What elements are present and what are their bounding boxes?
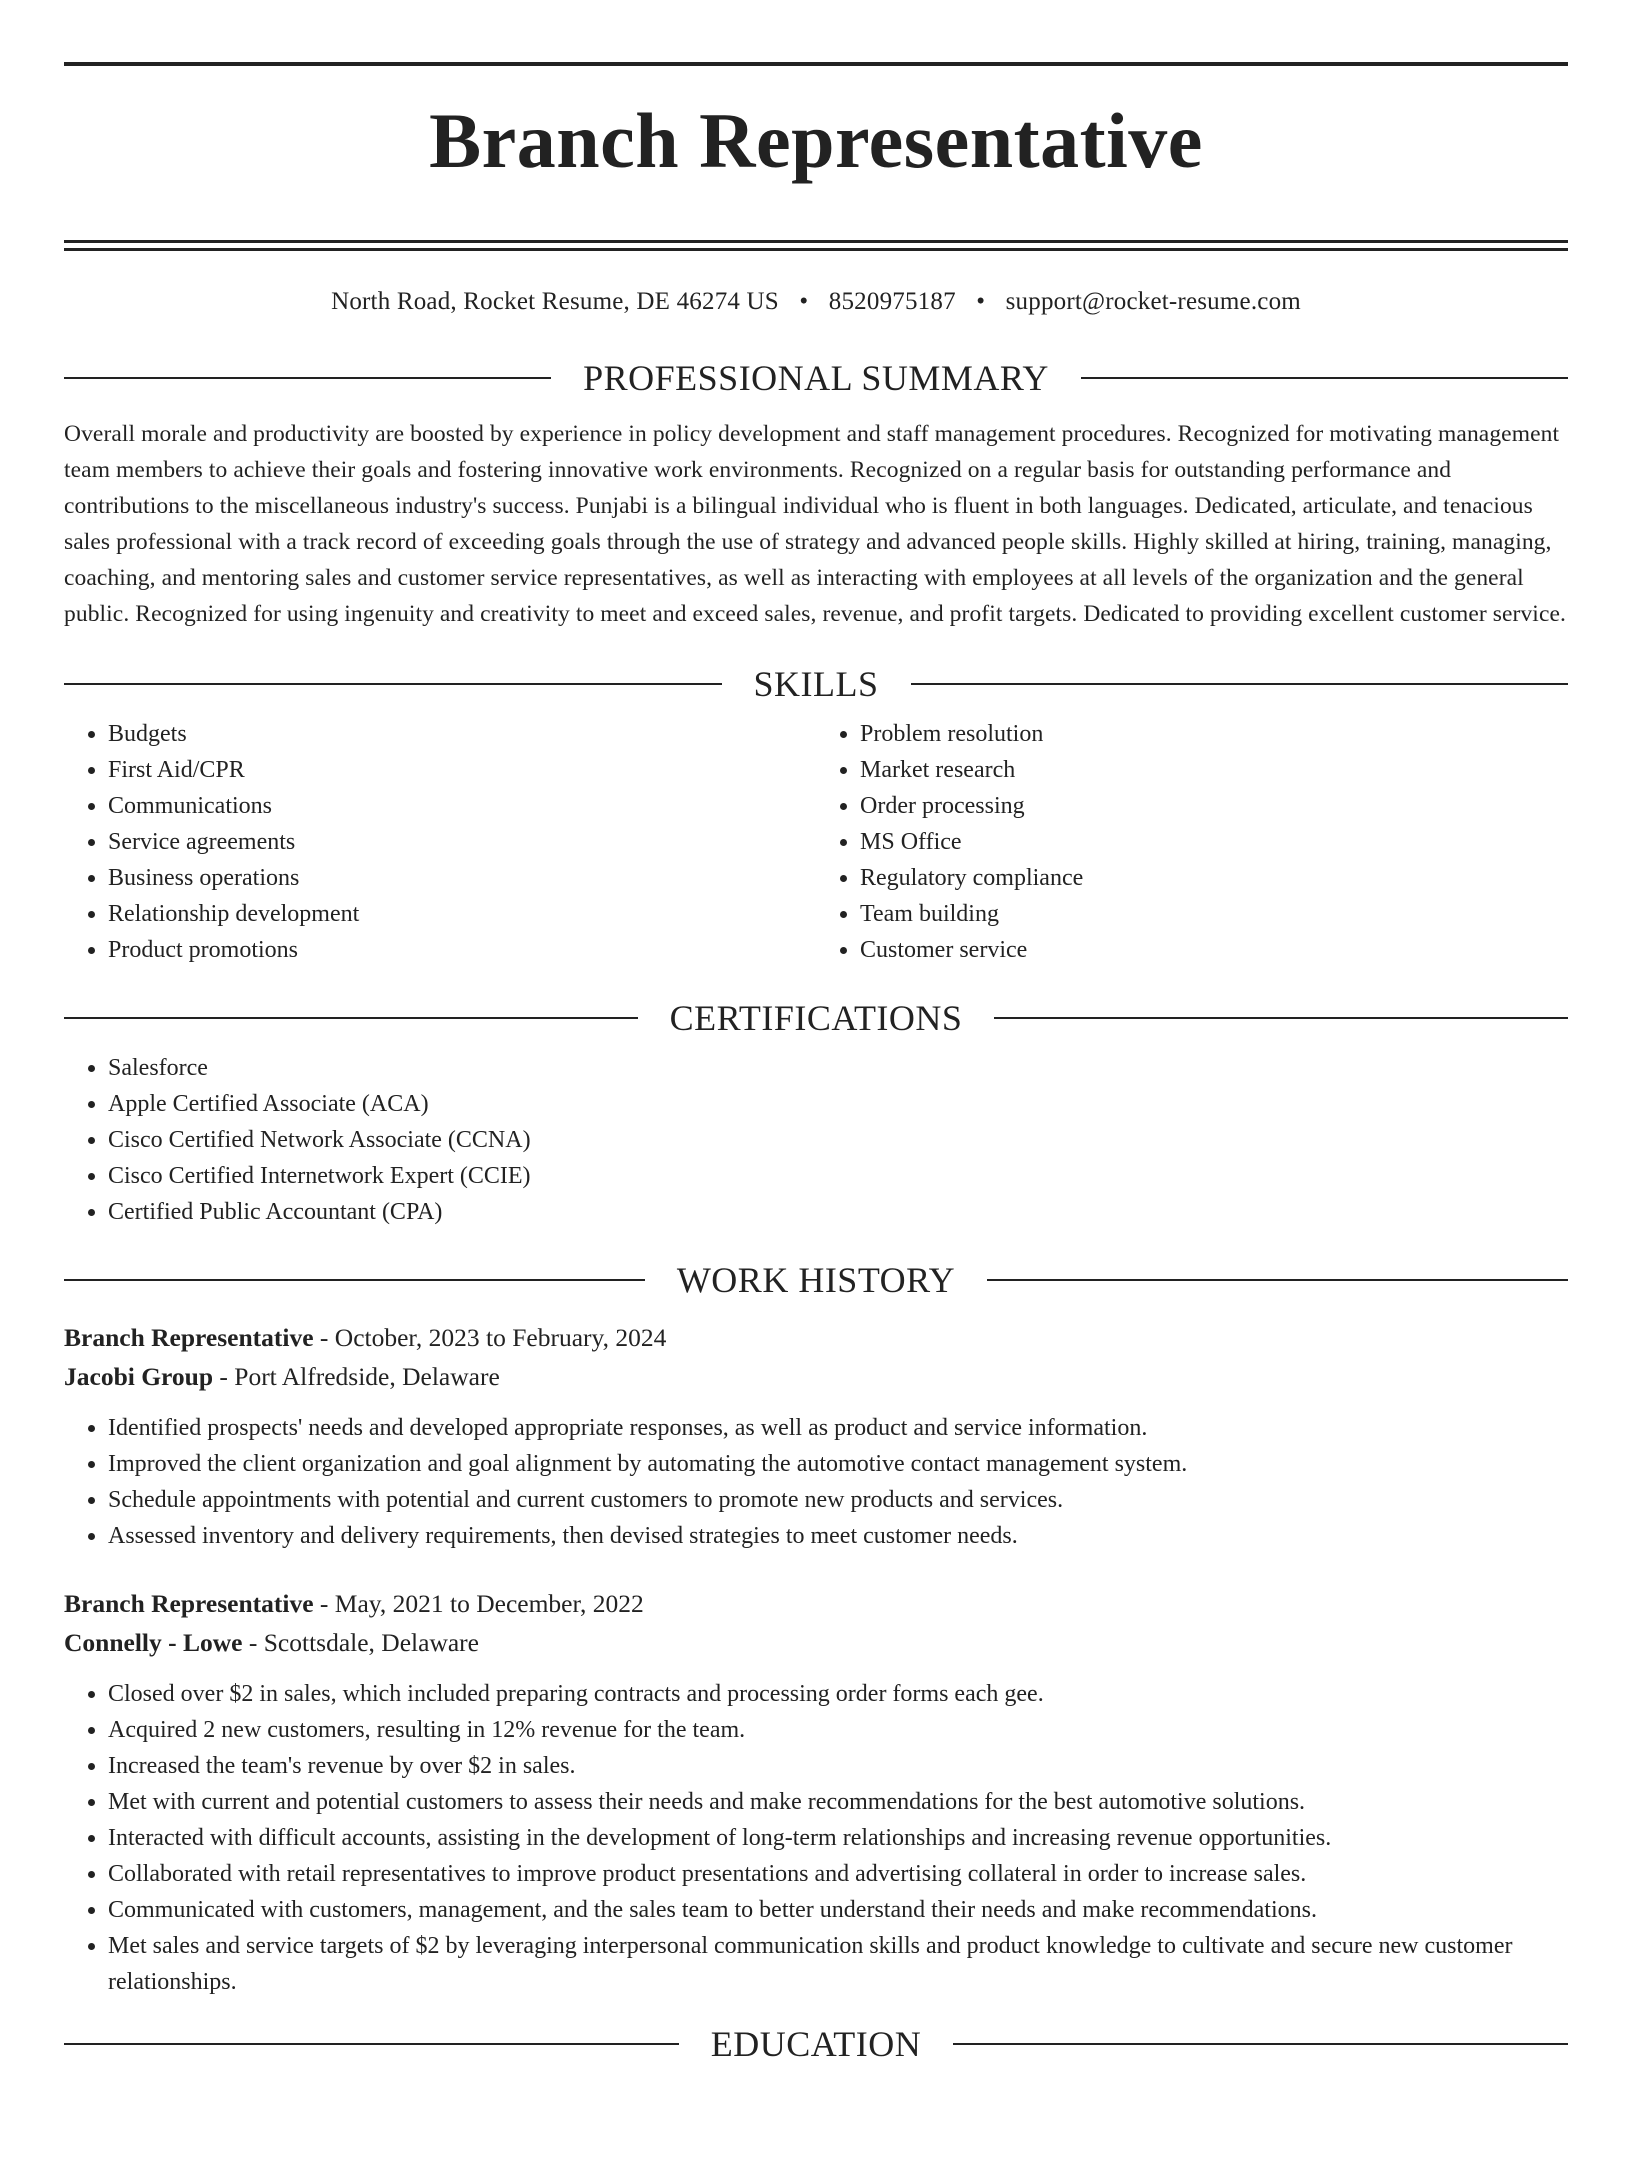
job-bullet: • Assessed inventory and delivery requirements, then devised strategies to meet customer needs. (108, 1518, 1568, 1554)
job-title-line (64, 1318, 1568, 1357)
heading-rule (994, 1017, 1568, 1019)
certification-item: • Apple Certified Associate (ACA) (108, 1086, 1568, 1122)
skills-list-right (816, 716, 1568, 968)
job-entry (64, 1584, 1568, 2000)
contact-separator: • (799, 288, 809, 315)
skill-item: • Problem resolution (860, 716, 1568, 752)
job-entry (64, 1318, 1568, 1554)
job-company-line (64, 1623, 1568, 1662)
skill-item: • Team building (860, 896, 1568, 932)
job-bullet: • Improved the client organization and goal alignment by automating the automotive contact management system. (108, 1446, 1568, 1482)
job-dates: - October, 2023 to February, 2024 (313, 1323, 667, 1352)
skill-item: • Business operations (108, 860, 816, 896)
skill-item: • Order processing (860, 788, 1568, 824)
certification-item: • Cisco Certified Internetwork Expert (CCIE) (108, 1158, 1568, 1194)
skill-item: • Regulatory compliance (860, 860, 1568, 896)
job-bullet: • Identified prospects' needs and developed appropriate responses, as well as product and service information. (108, 1410, 1568, 1446)
summary-heading (64, 360, 1568, 396)
job-location: - Scottsdale, Delaware (242, 1628, 479, 1657)
certification-item: • Certified Public Accountant (CPA) (108, 1194, 1568, 1230)
job-company-line (64, 1357, 1568, 1396)
section-title: WORK HISTORY (676, 1260, 956, 1300)
job-bullet: • Collaborated with retail representatives to improve product presentations and advertising collateral in order to increase sales. (108, 1856, 1568, 1892)
job-bullet: • Closed over $2 in sales, which included preparing contracts and processing order forms each gee. (108, 1676, 1568, 1712)
work-history-heading (64, 1262, 1568, 1298)
education-heading (64, 2026, 1568, 2062)
skills-list-left (64, 716, 816, 968)
resume-page (0, 62, 1632, 2174)
heading-rule (64, 683, 722, 685)
skill-item: • Customer service (860, 932, 1568, 968)
skill-item: • Service agreements (108, 824, 816, 860)
job-company: Jacobi Group (64, 1362, 214, 1391)
job-company: Connelly - Lowe (64, 1628, 243, 1657)
job-dates: - May, 2021 to December, 2022 (313, 1589, 644, 1618)
skill-item: • Communications (108, 788, 816, 824)
skill-item: • Budgets (108, 716, 816, 752)
skill-item: • Market research (860, 752, 1568, 788)
job-bullet: • Acquired 2 new customers, resulting in 12% revenue for the team. (108, 1712, 1568, 1748)
title-double-rule (64, 240, 1568, 251)
resume-title: Branch Representative (429, 97, 1203, 184)
section-title: SKILLS (753, 664, 879, 704)
skill-item: • First Aid/CPR (108, 752, 816, 788)
certification-item: • Salesforce (108, 1050, 1568, 1086)
heading-rule (64, 2043, 679, 2045)
certifications-list (64, 1050, 1568, 1230)
job-bullet: • Schedule appointments with potential and current customers to promote new products and services. (108, 1482, 1568, 1518)
contact-line (64, 289, 1568, 314)
job-bullet: • Increased the team's revenue by over $2 in sales. (108, 1748, 1568, 1784)
skill-item: • Product promotions (108, 932, 816, 968)
certifications-heading (64, 1000, 1568, 1036)
skills-columns (64, 716, 1568, 968)
job-bullets (64, 1676, 1568, 2000)
section-title: CERTIFICATIONS (669, 998, 963, 1038)
skills-heading (64, 666, 1568, 702)
heading-rule (987, 1279, 1568, 1281)
skill-item: • MS Office (860, 824, 1568, 860)
contact-phone: 8520975187 (828, 288, 956, 315)
job-bullet: • Interacted with difficult accounts, assisting in the development of long-term relationships and increasing revenue opportunities. (108, 1820, 1568, 1856)
heading-rule (64, 1017, 638, 1019)
job-bullet: • Met with current and potential customers to assess their needs and make recommendations for the best automotive solutions. (108, 1784, 1568, 1820)
contact-email: support@rocket-resume.com (1005, 288, 1301, 315)
top-rule (64, 62, 1568, 66)
section-title: PROFESSIONAL SUMMARY (583, 358, 1049, 398)
job-bullet: • Met sales and service targets of $2 by leveraging interpersonal communication skills and product knowledge to cultivate and secure new customer relationships. (108, 1928, 1568, 2000)
job-title-line (64, 1584, 1568, 1623)
heading-rule (1081, 377, 1568, 379)
section-title: EDUCATION (710, 2024, 922, 2064)
heading-rule (64, 377, 551, 379)
job-bullets (64, 1410, 1568, 1554)
summary-text: Overall morale and productivity are boosted by experience in policy development and staff management procedures. Recognized for motivating management team members to achieve their goals and fostering innovative work environments. Recognized on a regular basis for outstanding performance and contributions to the miscellaneous industry's success. Punjabi is a bilingual individual who is fluent in both languages. Dedicated, articulate, and tenacious sales professional with a track record of exceeding goals through the use of strategy and advanced people skills. Highly skilled at hiring, training, managing, coaching, and mentoring sales and customer service representatives, as well as interacting with employees at all levels of the organization and the general public. Recognized for using ingenuity and creativity to meet and exceed sales, revenue, and profit targets. Dedicated to providing excellent customer service. (64, 421, 1566, 627)
heading-rule (64, 1279, 645, 1281)
certification-item: • Cisco Certified Network Associate (CCNA) (108, 1122, 1568, 1158)
contact-address: North Road, Rocket Resume, DE 46274 US (331, 288, 779, 315)
job-title: Branch Representative (64, 1323, 314, 1352)
job-title: Branch Representative (64, 1589, 314, 1618)
job-location: - Port Alfredside, Delaware (213, 1362, 500, 1391)
job-bullet: • Communicated with customers, management, and the sales team to better understand their needs and make recommendations. (108, 1892, 1568, 1928)
heading-rule (953, 2043, 1568, 2045)
skill-item: • Relationship development (108, 896, 816, 932)
heading-rule (911, 683, 1569, 685)
contact-separator: • (976, 288, 986, 315)
